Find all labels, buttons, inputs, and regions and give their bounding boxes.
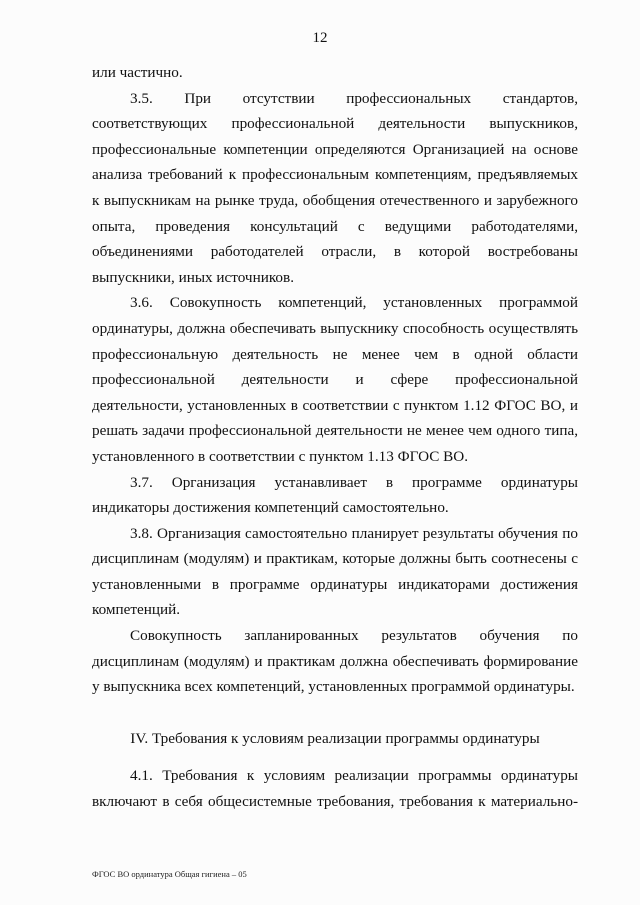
- heading-spacer: [92, 751, 578, 763]
- paragraph-3-6: 3.6. Совокупность компетенций, установленных программой ординатуры, должна обеспечивать выпускнику способность осуществлять профессиональную деятельность не менее чем в одной области профессиональной деятельности и сфере профессиональной деятельности, установленных в соответствии с пунктом 1.12 ФГОС ВО, и решать задачи профессиональной деятельности не менее чем одного типа, установленного в соответствии с пунктом 1.13 ФГОС ВО.: [92, 294, 578, 465]
- paragraph-3-8-cont: Совокупность запланированных результатов обучения по дисциплинам (модулям) и практикам должна обеспечивать формирование у выпускника всех компетенций, установленных программой ординатуры.: [92, 627, 578, 696]
- section-heading: IV. Требования к условиям реализации программы ординатуры: [130, 729, 540, 747]
- page-number: 12: [312, 30, 328, 46]
- section-spacer: [92, 700, 578, 726]
- paragraph-4-1: 4.1. Требования к условиям реализации программы ординатуры включают в себя общесистемные требования, требования к материально-: [92, 767, 578, 811]
- paragraph-3-8: 3.8. Организация самостоятельно планирует результаты обучения по дисциплинам (модулям) и практикам, которые должны быть соотнесены с установленными в программе ординатуры индикаторами достижения компетенций.: [92, 524, 578, 619]
- document-body: [92, 60, 578, 815]
- footer-note: ФГОС ВО ординатура Общая гигиена – 05: [92, 869, 247, 879]
- paragraph-3-5: 3.5. При отсутствии профессиональных стандартов, соответствующих профессиональной деятельности выпускников, профессиональные компетенции определяются Организацией на основе анализа требований к профессиональным компетенциям, предъявляемых к выпускникам на рынке труда, обобщения отечественного и зарубежного опыта, проведения консультаций с ведущими работодателями, объединениями работодателей отрасли, в которой востребованы выпускники, иных источников.: [92, 89, 578, 286]
- paragraph-continuation: или частично.: [92, 64, 183, 81]
- paragraph-3-7: 3.7. Организация устанавливает в программе ординатуры индикаторы достижения компетенций самостоятельно.: [92, 473, 578, 517]
